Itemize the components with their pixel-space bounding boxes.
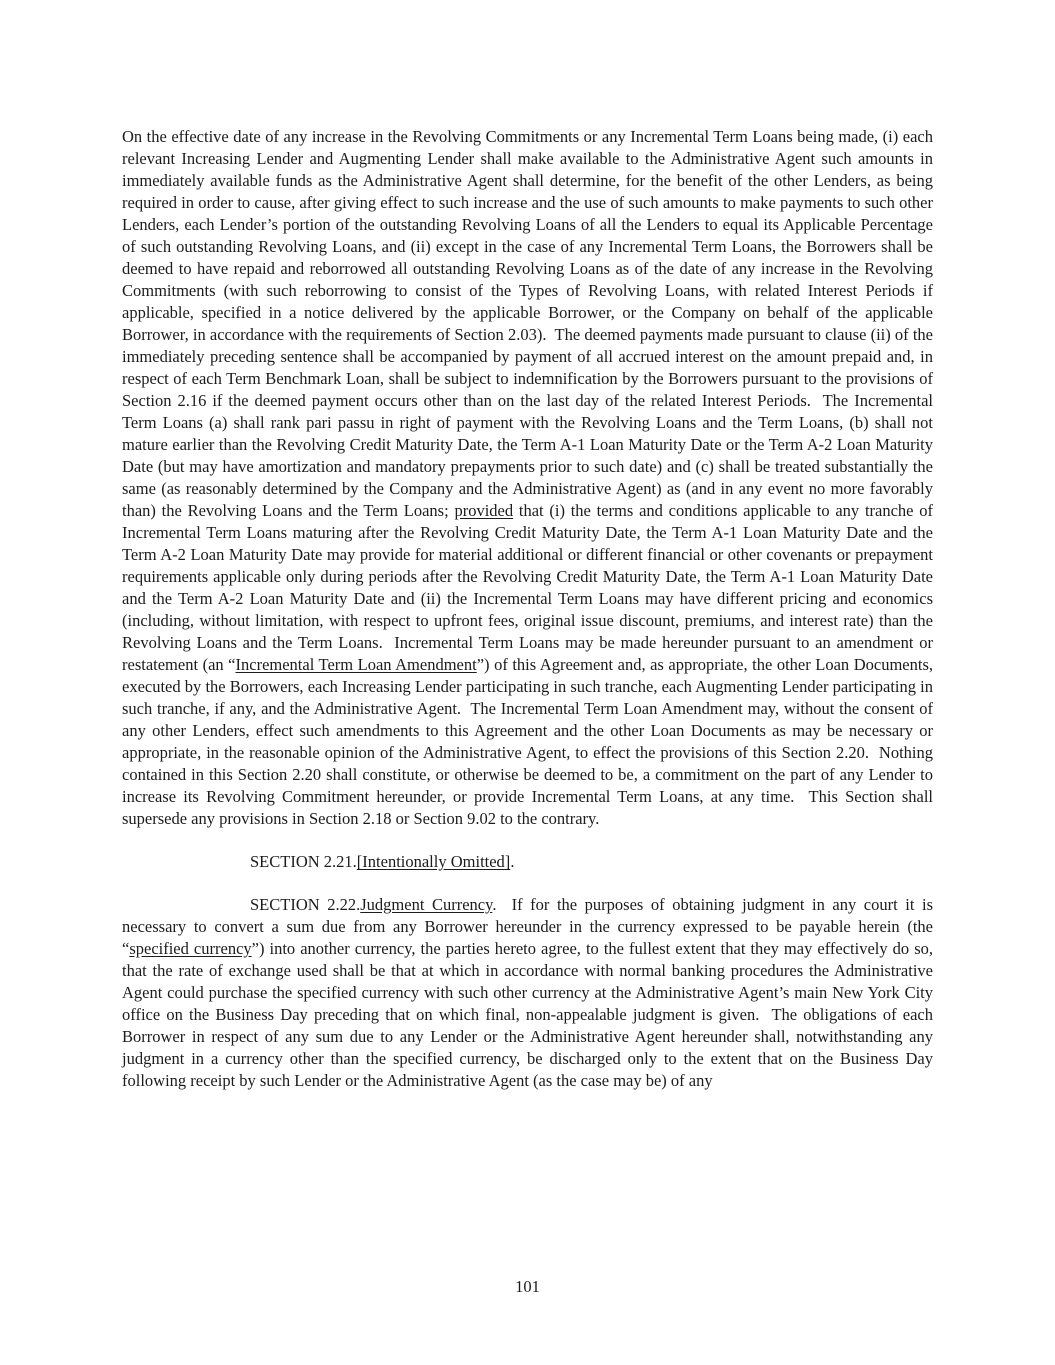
text-run: .: [510, 852, 515, 871]
paragraph-section-2-22: [122, 894, 938, 1092]
underlined-term: specified currency: [129, 939, 252, 958]
text-run: On the effective date of any increase in the Revolving Commitments or any Incremental Term Loans being made, (i) each relevant Increasing Lender and Augmenting Lender shall make available to the Administrative Agent such amounts in immediately available funds as the Administrative Agent shall determine, for the benefit of the other Lenders, as being required in order to cause, after giving effect to such increase and the use of such amounts to make payments to such other Lenders, each Lender’s portion of the outstanding Revolving Loans of all the Lenders to equal its Applicable Percentage of such outstanding Revolving Loans, and (ii) except in the case of any Incremental Term Loans, the Borrowers shall be deemed to have repaid and reborrowed all outstanding Revolving Loans as of the date of any increase in the Revolving Commitments (with such reborrowing to consist of the Types of Revolving Loans, with related Interest Periods if applicable, specified in a notice delivered by the applicable Borrower, or the Company on behalf of the applicable Borrower, in accordance with the requirements of Section 2.03). The deemed payments made pursuant to clause (ii) of the immediately preceding sentence shall be accompanied by payment of all accrued interest on the amount prepaid and, in respect of each Term Benchmark Loan, shall be subject to indemnification by the Borrowers pursuant to the provisions of Section 2.16 if the deemed payment occurs other than on the last day of the related Interest Periods. The Incremental Term Loans (a) shall rank pari passu in right of payment with the Revolving Loans and the Term Loans, (b) shall not mature earlier than the Revolving Credit Maturity Date, the Term A-1 Loan Maturity Date or the Term A-2 Loan Maturity Date (but may have amortization and mandatory prepayments prior to such date) and (c) shall be treated substantially the same (as reasonably determined by the Company and the Administrative Agent) as (and in any event no more favorably than) the Revolving Loans and the Term Loans;: [122, 127, 938, 520]
underlined-term: Incremental Term Loan Amendment: [235, 655, 477, 674]
underlined-term: provided: [454, 501, 514, 520]
text-run: ”) of this Agreement and, as appropriate, the other Loan Documents, executed by the Borrowers, each Increasing Lender participating in such tranche, each Augmenting Lender participating in such tranche, if any, and the Administrative Agent. The Incremental Term Loan Amendment may, without the consent of any other Lenders, effect such amendments to this Agreement and the other Loan Documents as may be necessary or appropriate, in the reasonable opinion of the Administrative Agent, to effect the provisions of this Section 2.20. Nothing contained in this Section 2.20 shall constitute, or otherwise be deemed to be, a commitment on the part of any Lender to increase its Revolving Commitment hereunder, or provide Incremental Term Loans, at any time. This Section shall supersede any provisions in Section 2.18 or Section 9.02 to the contrary.: [122, 655, 938, 828]
paragraph-section-2-20-continuation: [122, 126, 938, 830]
underlined-term: [Intentionally Omitted]: [356, 852, 511, 871]
text-run: SECTION 2.21.: [250, 852, 357, 871]
underlined-term: Judgment Currency: [360, 895, 493, 914]
page-number: 101: [515, 1277, 540, 1296]
text-run: that (i) the terms and conditions applicable to any tranche of Incremental Term Loans maturing after the Revolving Credit Maturity Date, the Term A-1 Loan Maturity Date and the Term A-2 Loan Maturity Date may provide for material additional or different financial or other covenants or prepayment requirements applicable only during periods after the Revolving Credit Maturity Date, the Term A-1 Loan Maturity Date and the Term A-2 Loan Maturity Date and (ii) the Incremental Term Loans may have different pricing and economics (including, without limitation, with respect to upfront fees, original issue discount, premiums, and interest rate) than the Revolving Loans and the Term Loans. Incremental Term Loans may be made hereunder pursuant to an amendment or restatement (an “: [122, 501, 938, 674]
text-run: SECTION 2.22.: [250, 895, 361, 914]
paragraph-section-2-21: [122, 851, 933, 873]
document-body: [122, 126, 938, 1092]
text-run: ”) into another currency, the parties hereto agree, to the fullest extent that they may effectively do so, that the rate of exchange used shall be that at which in accordance with normal banking procedures the Administrative Agent could purchase the specified currency with such other currency at the Administrative Agent’s main New York City office on the Business Day preceding that on which final, non-appealable judgment is given. The obligations of each Borrower in respect of any sum due to any Lender or the Administrative Agent hereunder shall, notwithstanding any judgment in a currency other than the specified currency, be discharged only to the extent that on the Business Day following receipt by such Lender or the Administrative Agent (as the case may be) of any: [122, 939, 938, 1090]
text-run: . If for the purposes of obtaining judgment in any court it is necessary to convert a sum due from any Borrower hereunder in the currency expressed to be payable herein (the “: [122, 895, 938, 958]
